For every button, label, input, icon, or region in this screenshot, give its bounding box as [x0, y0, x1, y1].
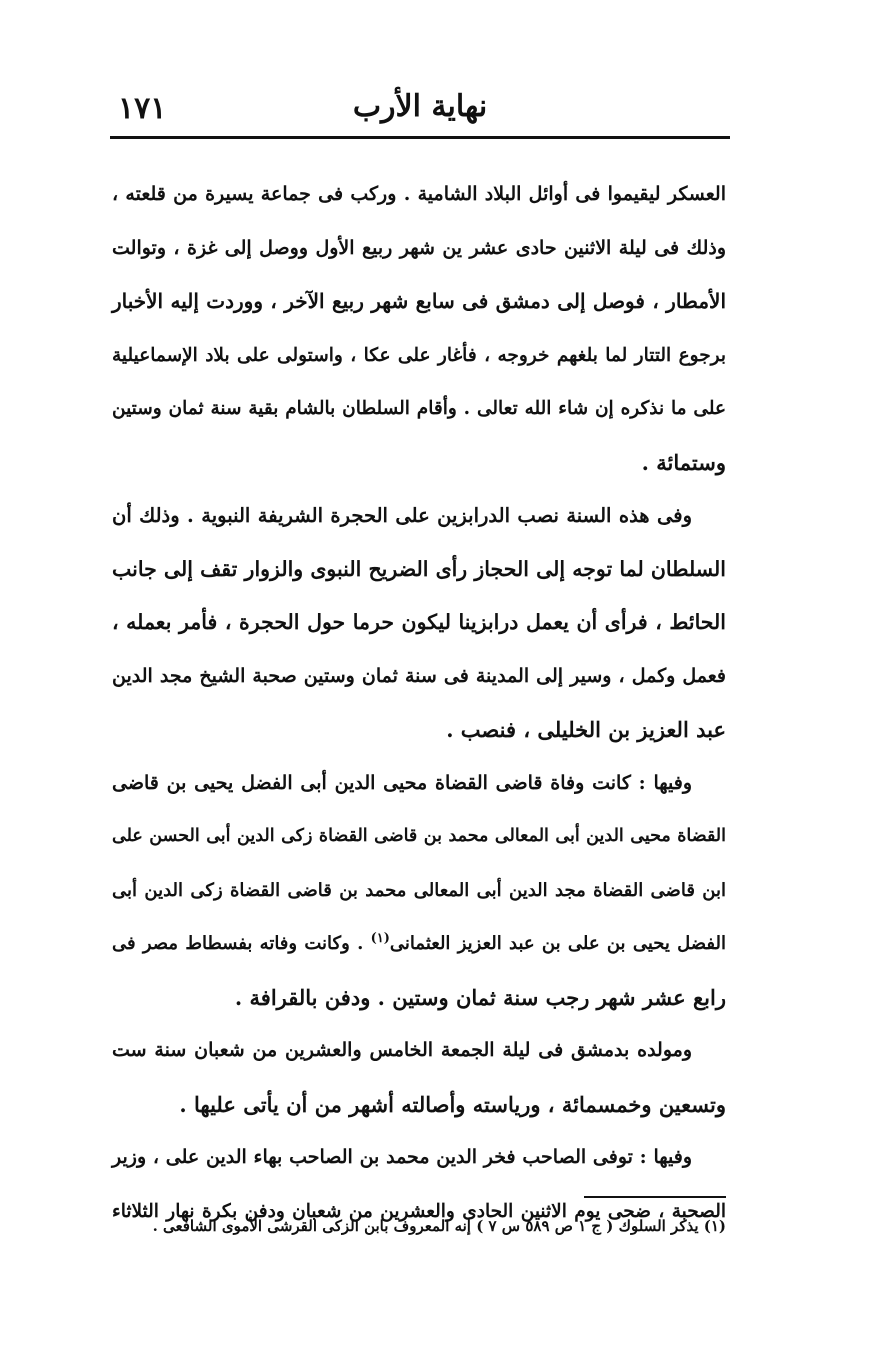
text-segment: الفضل يحيى بن على بن عبد العزيز العثمانى — [389, 933, 726, 954]
text-line: وتسعين وخمسمائة ، ورياسته وأصالته أشهر من أن يأتى عليها . — [179, 1091, 726, 1117]
text-line: رابع عشر شهر رجب سنة ثمان وستين . ودفن بالقرافة . — [234, 984, 726, 1010]
text-line: وفيها : توفى الصاحب فخر الدين محمد بن الصاحب بهاء الدين على ، وزير — [112, 1146, 692, 1168]
paragraph — [112, 1024, 726, 1131]
running-title: نهاية الأرب — [352, 89, 488, 124]
text-line: وفيها : كانت وفاة قاضى القضاة محيى الدين أبى الفضل يحيى بن قاضى — [112, 771, 692, 794]
text-line: العسكر ليقيموا فى أوائل البلاد الشامية . وركب فى جماعة يسيرة من قلعته ، — [112, 183, 726, 205]
header-rule — [110, 136, 730, 139]
text-line: الصحبة ، ضحى يوم الاثنين الحادى والعشرين من شعبان ودفن بكرة نهار الثلاثاء — [112, 1200, 726, 1222]
text-line: وستمائة . — [641, 449, 726, 475]
footnote-rule — [584, 1196, 726, 1198]
text-line: القضاة محيى الدين أبى المعالى محمد بن قاضى القضاة زكى الدين أبى الحسن على — [112, 826, 726, 846]
text-line: ومولده بدمشق فى ليلة الجمعة الخامس والعشرين من شعبان سنة ست — [112, 1039, 692, 1061]
text-segment: . وكانت وفاته بفسطاط مصر فى — [112, 933, 371, 954]
footnote: (١) يذكر السلوك ( ج ١ ص ٥٨٩ س ٧ ) إنه المعروف بابن الزكى القرشى الأموى الشافعى . — [152, 1217, 726, 1235]
paragraph — [112, 757, 726, 1025]
paragraph — [112, 168, 726, 489]
text-line: برجوع التتار لما بلغهم خروجه ، فأغار على عكا ، واستولى على بلاد الإسماعيلية — [112, 344, 726, 366]
text-line-with-note — [112, 917, 726, 971]
footnote-marker: (١) — [370, 931, 390, 946]
text-line: على ما نذكره إن شاء الله تعالى . وأقام السلطان بالشام بقية سنة ثمان وستين — [112, 398, 726, 419]
paragraph — [112, 489, 726, 757]
main-text — [112, 168, 726, 1238]
text-line: فعمل وكمل ، وسير إلى المدينة فى سنة ثمان وستين صحبة الشيخ مجد الدين — [112, 664, 726, 687]
text-line: السلطان لما توجه إلى الحجاز رأى الضريح النبوى والزوار تقف إلى جانب — [112, 556, 726, 581]
text-line: وذلك فى ليلة الاثنين حادى عشر ين شهر ربيع الأول ووصل إلى غزة ، وتوالت — [112, 236, 726, 259]
text-line: الأمطار ، فوصل إلى دمشق فى سابع شهر ربيع الآخر ، ووردت إليه الأخبار — [112, 289, 726, 313]
text-line: الحائط ، فرأى أن يعمل درابزينا ليكون حرما حول الحجرة ، فأمر بعمله ، — [112, 610, 726, 634]
text-line: عبد العزيز بن الخليلى ، فنصب . — [446, 717, 726, 742]
text-line: وفى هذه السنة نصب الدرابزين على الحجرة الشريفة النبوية . وذلك أن — [112, 504, 692, 527]
text-line: ابن قاضى القضاة مجد الدين أبى المعالى محمد بن قاضى القضاة زكى الدين أبى — [112, 879, 726, 901]
page-header — [110, 85, 730, 135]
page-number: ١٧١ — [118, 91, 167, 126]
